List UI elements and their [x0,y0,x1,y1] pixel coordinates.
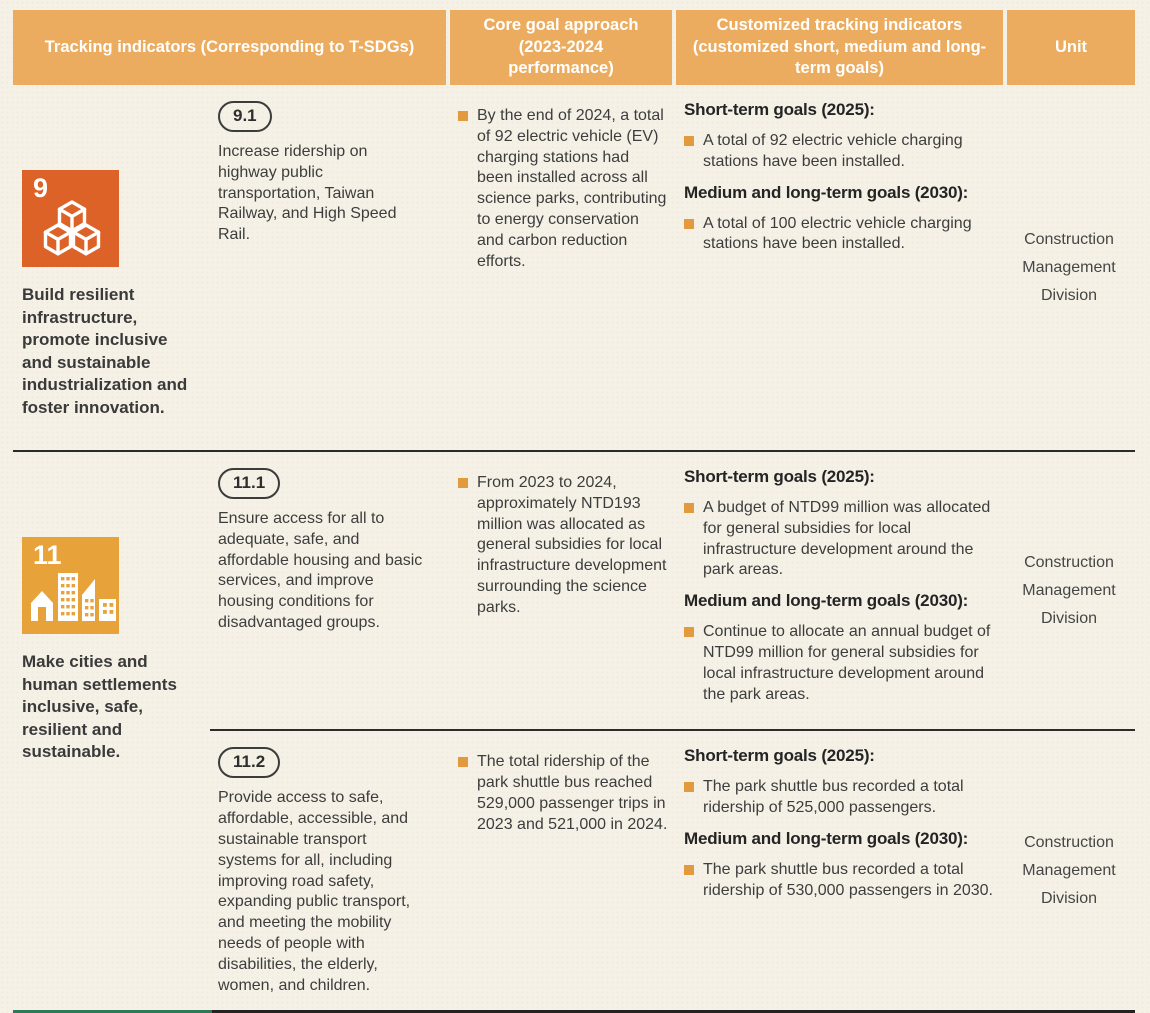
sdg11-rows [210,452,1135,1010]
sdg9-section [13,85,1135,450]
unit-text-9-1: Construction Management Division [1022,230,1116,304]
table-row-11-1 [210,452,1135,729]
short-term-goal-text-11-2: The park shuttle bus recorded a total ridership of 525,000 passengers. [703,778,964,817]
indicator-text-9-1: Increase ridership on highway public transportation, Taiwan Railway, and High Speed Rail. [218,143,397,244]
medium-long-term-goals-heading: Medium and long-term goals (2030): [684,828,969,848]
indicator-text-11-1: Ensure access for all to adequate, safe, and affordable housing and basic services, and improve housing conditions for disadvantaged groups. [218,510,423,631]
core-goal-cell-11-2 [448,731,676,1010]
unit-text-11-1: Construction Management Division [1022,553,1116,627]
medium-long-term-goal-bullet-item [684,622,1001,705]
short-term-goals-heading: Short-term goals (2025): [684,746,875,766]
bullet-square-icon [458,757,468,767]
sdg9-rows [210,85,1135,450]
bullet-square-icon [684,627,694,637]
medium-long-term-goal-text-9-1: A total of 100 electric vehicle charging stations have been installed. [703,214,972,253]
core-goal-cell-11-1 [448,452,676,729]
core-goal-cell-9-1 [448,85,676,450]
header-customized-indicators: Customized tracking indicators (customized short, medium and long-term goals) [676,10,1003,85]
medium-long-term-goal-text-11-2: The park shuttle bus recorded a total ridership of 530,000 passengers in 2030. [703,860,993,899]
bullet-square-icon [684,865,694,875]
unit-cell-11-2 [1003,731,1135,1010]
indicator-cell-11-1 [210,452,448,729]
short-term-goals-heading: Short-term goals (2025): [684,100,875,119]
indicator-code-badge-11-1: 11.1 [218,468,280,499]
sdg11-section [13,450,1135,1010]
core-goal-bullet-item [458,106,668,272]
unit-text-11-2: Construction Management Division [1022,833,1116,907]
medium-long-term-goals-heading: Medium and long-term goals (2030): [684,182,969,202]
core-goal-text-9-1: By the end of 2024, a total of 92 electric vehicle (EV) charging stations had been installed across all science parks, contributing to energy conservation and carbon reduction efforts. [477,107,667,270]
indicator-code-badge-11-2: 11.2 [218,747,280,778]
header-tracking-indicators: Tracking indicators (Corresponding to T-SDGs) [13,10,446,85]
indicator-cell-11-2 [210,731,448,1010]
tracking-indicators-table [13,10,1135,1013]
customized-goals-cell-11-1 [676,452,1003,729]
sdg9-goal-card [22,170,119,267]
short-term-goal-text-11-1: A budget of NTD99 million was allocated for general subsidies for local infrastructure development around the park areas. [703,499,991,579]
core-goal-bullet-item [458,752,668,835]
medium-long-term-goal-bullet-item [684,860,1001,902]
sdg11-goal-description: Make cities and human settlements inclusive, safe, resilient and sustainable. [22,652,177,762]
bullet-square-icon [684,503,694,513]
bullet-square-icon [684,782,694,792]
core-goal-text-11-1: From 2023 to 2024, approximately NTD193 million was allocated as general subsidies for local infrastructure development surrounding the science parks. [477,474,667,616]
core-goal-text-11-2: The total ridership of the park shuttle bus reached 529,000 passenger trips in 2023 and 521,000 in 2024. [477,753,668,833]
medium-long-term-goals-heading: Medium and long-term goals (2030): [684,591,969,611]
sdg9-goal-description: Build resilient infrastructure, promote inclusive and sustainable industrialization and foster innovation. [22,285,188,418]
short-term-goals-heading: Short-term goals (2025): [684,467,875,486]
table-row-11-2 [210,729,1135,1010]
bullet-square-icon [458,478,468,488]
header-core-goal-approach: Core goal approach (2023-2024 performance) [450,10,672,85]
sdg11-goal-card [22,537,119,634]
sdg9-goal-number: 9 [33,173,49,203]
bullet-square-icon [684,219,694,229]
medium-long-term-goal-bullet-item [684,214,1001,256]
indicator-code-badge-9-1: 9.1 [218,101,272,132]
sdg11-goal-cell [13,452,210,1010]
indicator-text-11-2: Provide access to safe, affordable, accessible, and sustainable transport systems for all, including improving road safety, expanding public transport, and meeting the mobility needs of people with disabilities, the elderly, women, and children. [218,789,411,994]
customized-goals-cell-9-1 [676,85,1003,450]
short-term-goal-bullet-item [684,777,1001,819]
medium-long-term-goal-text-11-1: Continue to allocate an annual budget of NTD99 million for general subsidies for local infrastructure development around the park areas. [703,623,991,703]
customized-goals-cell-11-2 [676,731,1003,1010]
short-term-goal-bullet-item [684,498,1001,581]
sdg11-goal-number: 11 [33,540,62,570]
bullet-square-icon [458,111,468,121]
short-term-goal-bullet-item [684,131,1001,173]
core-goal-bullet-item [458,473,668,619]
table-row-9-1 [210,85,1135,450]
unit-cell-9-1 [1003,85,1135,450]
header-unit: Unit [1007,10,1135,85]
unit-cell-11-1 [1003,452,1135,729]
city-skyline-icon [22,555,119,634]
sdg9-goal-cell [13,85,210,450]
bullet-square-icon [684,136,694,146]
table-header-row [13,10,1135,85]
short-term-goal-text-9-1: A total of 92 electric vehicle charging stations have been installed. [703,132,963,170]
indicator-cell-9-1 [210,85,448,450]
cubes-icon [22,188,119,267]
